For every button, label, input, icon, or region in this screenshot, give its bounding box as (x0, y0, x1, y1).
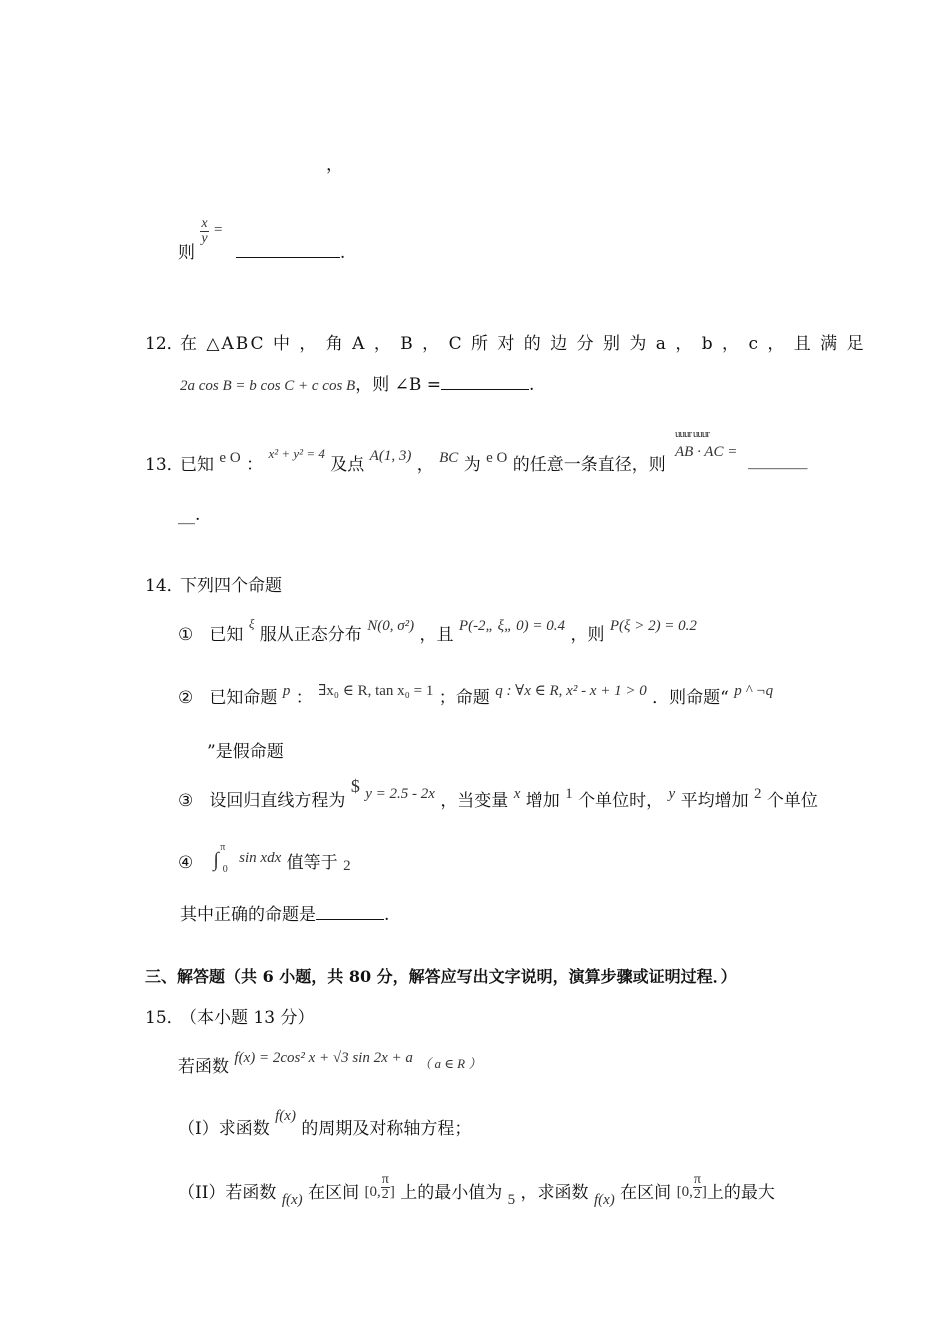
item-text: ．则命题“ (652, 688, 729, 708)
q13-line (180, 440, 666, 475)
pi-over-2-fraction: $\frac{\pi}{2}$ (381, 1172, 389, 1202)
period: . (384, 905, 390, 925)
stray-comma: ， (326, 155, 343, 175)
q12-answer-blank[interactable] (441, 373, 529, 390)
part-text: 在区间 (620, 1183, 672, 1203)
interval-right: ] (389, 1184, 395, 1200)
circle-symbol: e O (486, 450, 508, 466)
part-label: （I）求函数 (178, 1119, 270, 1139)
part-text: ，求函数 (520, 1183, 589, 1203)
vector-dot-product: AB · AC = (675, 444, 738, 460)
q14-item-2 (178, 673, 774, 708)
interval-left: [0, (676, 1184, 693, 1200)
proposition-p-statement: ∃x₀ ∈ R, tan x₀ = 1 (318, 683, 434, 699)
item-text: ，则 (570, 625, 605, 645)
q14-number: 14． (145, 576, 184, 596)
q13-text: 及点 (330, 455, 365, 475)
point-a: A(1, 3) (369, 448, 412, 464)
q14-item-2-cont: ”是假命题 (207, 742, 284, 762)
item-text: ： (295, 688, 313, 708)
vector-arrow-marks: uuur uuur (675, 428, 710, 440)
q15-part-1 (178, 1104, 472, 1139)
part-text: 的周期及对称轴方程； (301, 1119, 472, 1139)
function-f: f(x) (281, 1192, 303, 1208)
conjunction: p ^ ¬q (734, 683, 774, 699)
q15-number: 15． (145, 1008, 184, 1028)
num-two: 2 (754, 786, 762, 802)
integral-sign: ∫ (213, 849, 219, 871)
integral-lower-limit: 0 (222, 864, 228, 875)
proposition-q-statement: q : ∀x ∈ R, x² - x + 1 > 0 (495, 683, 647, 699)
part-text: 在区间 (308, 1183, 360, 1203)
circled-number-3: ③ (178, 791, 194, 811)
interval-right: ] (701, 1184, 707, 1200)
q13-answer-blank[interactable]: _______ (748, 450, 808, 470)
item-text: ，当变量 (440, 791, 509, 811)
fraction-x-over-y: $\frac{x}{y}$ (201, 216, 208, 246)
var-x: x (513, 786, 521, 802)
integral-value: 2 (343, 858, 351, 874)
q13-text: 的任意一条直径，则 (512, 455, 666, 475)
q15-part-2 (178, 1172, 775, 1208)
q12-line2 (180, 370, 534, 395)
pi-over-2-fraction: $\frac{\pi}{2}$ (693, 1172, 701, 1202)
q12-formula: 2a cos B = b cos C + c cos B (180, 378, 356, 394)
num-one: 1 (565, 786, 573, 802)
part-label: （II）若函数 (178, 1183, 277, 1203)
var-y: y (668, 786, 676, 802)
circle-symbol: e O (219, 450, 241, 466)
q14-item-4 (178, 838, 351, 875)
function-f: f(x) (275, 1108, 296, 1124)
item-text: 已知命题 (209, 688, 278, 708)
prev-question-answer-line (178, 214, 346, 263)
item-text: 值等于 (286, 853, 338, 873)
proposition-p: p (282, 683, 291, 699)
item-text: ，且 (419, 625, 454, 645)
circled-number-2: ② (178, 688, 194, 708)
hat-symbol: $ (350, 776, 360, 796)
prefix-text: 则 (178, 243, 195, 263)
interval-left: [0, (364, 1184, 381, 1200)
integral-upper-limit: π (220, 842, 226, 853)
colon: ： (246, 455, 264, 475)
probability-1: P(-2„ ξ„ 0) = 0.4 (458, 618, 566, 634)
q12-line1: 在 △ABC 中 ， 角 A ， B ， C 所 对 的 边 分 别 为 a ， b ， c ， 且 满 足 (180, 334, 866, 354)
q12-tail: ，则 ∠B = (355, 375, 442, 395)
item-text: ；命题 (438, 688, 490, 708)
q13-number: 13． (145, 455, 184, 475)
period: . (529, 375, 535, 395)
q15-intro-line (178, 1042, 482, 1077)
circled-number-1: ① (178, 625, 194, 645)
q14-answer-line (180, 900, 389, 925)
answer-prompt: 其中正确的命题是 (180, 905, 316, 925)
equals-sign: = (214, 222, 223, 238)
item-text: 服从正态分布 (259, 625, 362, 645)
q15-text: 若函数 (178, 1057, 229, 1077)
circled-number-4: ④ (178, 853, 194, 873)
item-text: 个单位时， (578, 791, 664, 811)
part-text: 上的最小值为 (400, 1183, 503, 1203)
item-text: 已知 (209, 625, 244, 645)
q13-text: 已知 (180, 455, 214, 475)
section-3-heading: 三、解答题（共 6 小题，共 80 分，解答应写出文字说明，演算步骤或证明过程．） (145, 967, 737, 986)
probability-2: P(ξ > 2) = 0.2 (609, 618, 697, 634)
normal-distribution: N(0, σ²) (367, 618, 415, 634)
q12-number: 12． (145, 334, 184, 354)
q15-condition: （ a ∈ R ） (418, 1056, 482, 1071)
integrand: sin xdx (239, 850, 282, 866)
period: . (339, 243, 346, 263)
xi-symbol: ξ (248, 616, 255, 631)
circle-equation: x² + y² = 4 (268, 446, 325, 461)
q15-points: （本小题 13 分） (180, 1008, 315, 1028)
q13-answer-blank-continued[interactable]: __. (178, 505, 201, 525)
item-text: 增加 (525, 791, 560, 811)
part-text: 上的最大 (706, 1183, 775, 1203)
regression-equation: y = 2.5 - 2x (365, 786, 435, 802)
q14-title: 下列四个命题 (180, 576, 282, 596)
segment-bc: BC (439, 450, 459, 466)
q14-item-3 (178, 776, 818, 811)
function-f: f(x) (593, 1192, 615, 1208)
q14-item-1 (178, 610, 697, 645)
min-value: 5 (507, 1192, 516, 1208)
q13-text: 为 (463, 455, 481, 475)
item-text: 个单位 (766, 791, 818, 811)
q14-answer-blank[interactable] (316, 903, 384, 920)
item-text: 设回归直线方程为 (209, 791, 346, 811)
q13-text: ， (416, 455, 434, 475)
answer-blank[interactable] (236, 241, 340, 258)
q15-function: f(x) = 2cos² x + √3 sin 2x + a (234, 1050, 413, 1066)
item-text: 平均增加 (680, 791, 749, 811)
